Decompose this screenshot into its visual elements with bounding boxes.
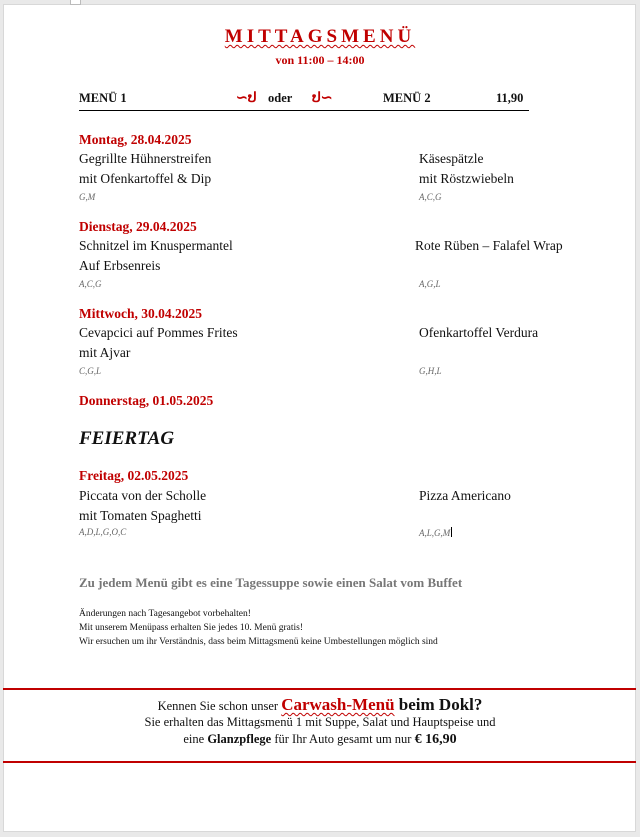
note-changes: Änderungen nach Tagesangebot vorbehalten!: [79, 609, 251, 619]
monday-menu2-line2: mit Röstzwiebeln: [419, 171, 514, 186]
promo-carwash: Carwash-Menü: [281, 695, 395, 714]
day-monday-date: Montag, 28.04.2025: [79, 132, 192, 147]
tuesday-menu2-allergens: A,G,L: [419, 279, 441, 289]
friday-menu2-allergens: [419, 527, 452, 538]
holiday-label: FEIERTAG: [79, 428, 175, 449]
wednesday-menu1-line1: Cevapcici auf Pommes Frites: [79, 325, 238, 340]
tuesday-menu1-allergens: A,C,G: [79, 279, 102, 289]
friday-menu1-line2: mit Tomaten Spaghetti: [79, 508, 202, 523]
note-menupass: Mit unserem Menüpass erhalten Sie jedes 10. Menü gratis!: [79, 623, 303, 633]
day-friday-date: Freitag, 02.05.2025: [79, 468, 189, 483]
tuesday-menu1-line1: Schnitzel im Knuspermantel: [79, 238, 233, 253]
menu2-label: MENÜ 2: [383, 91, 431, 105]
monday-menu1-allergens: G,M: [79, 192, 96, 202]
wednesday-menu1-line2: mit Ajvar: [79, 345, 131, 360]
promo-line2: Sie erhalten das Mittagsmenü 1 mit Suppe, Salat und Hauptspeise und: [144, 715, 496, 729]
friday-menu1-allergens: A,D,L,G,O,C: [79, 527, 127, 537]
promo-glanzpflege: Glanzpflege: [207, 732, 272, 746]
promo-beim-dokl: beim Dokl?: [394, 695, 483, 714]
tuesday-menu1-line2: Auf Erbsenreis: [79, 258, 161, 273]
promo-line3: [0, 732, 640, 748]
friday-menu1-line1: Piccata von der Scholle: [79, 488, 207, 503]
ornament-right-icon: ປ∽: [312, 91, 333, 106]
wednesday-menu2-line1: Ofenkartoffel Verdura: [419, 325, 539, 340]
monday-menu1-line2: mit Ofenkartoffel & Dip: [79, 171, 212, 186]
menu-time: von 11:00 – 14:00: [275, 53, 365, 67]
promo-bottom-rule: [3, 761, 636, 763]
promo-headline: [0, 695, 640, 715]
oder-label: oder: [268, 91, 293, 105]
wednesday-menu2-allergens: G,H,L: [419, 366, 442, 376]
menu-price: 11,90: [496, 91, 524, 105]
promo-line3-a: eine: [183, 732, 208, 746]
promo-price: € 16,90: [414, 732, 457, 747]
friday-menu2-line1: Pizza Americano: [419, 488, 511, 503]
tuesday-menu2-line1: Rote Rüben – Falafel Wrap: [415, 238, 563, 253]
text-cursor: [451, 527, 452, 537]
monday-menu2-line1: Käsespätzle: [419, 151, 484, 166]
promo-top-rule: [3, 688, 636, 690]
day-thursday-date: Donnerstag, 01.05.2025: [79, 393, 214, 408]
day-tuesday-date: Dienstag, 29.04.2025: [79, 219, 197, 234]
menu1-label: MENÜ 1: [79, 91, 127, 105]
ornament-left-icon: ∽ປ: [236, 91, 257, 106]
monday-menu2-allergens: A,C,G: [419, 192, 442, 202]
menu-title: MITTAGSMENÜ: [224, 26, 416, 47]
soup-salad-note: Zu jedem Menü gibt es eine Tagessuppe sowie einen Salat vom Buffet: [79, 575, 463, 590]
wednesday-menu1-allergens: C,G,L: [79, 366, 102, 376]
promo-line3-b: für Ihr Auto gesamt um nur: [271, 732, 415, 746]
promo-intro: Kennen Sie schon unser: [157, 699, 282, 713]
day-wednesday-date: Mittwoch, 30.04.2025: [79, 306, 202, 321]
friday-menu2-allergens-text: A,L,G,M: [419, 528, 451, 538]
monday-menu1-line1: Gegrillte Hühnerstreifen: [79, 151, 212, 166]
header-rule: [79, 110, 529, 111]
page-corner-marker: [70, 0, 81, 5]
note-no-rebooking: Wir ersuchen um ihr Verständnis, dass beim Mittagsmenü keine Umbestellungen möglich sind: [79, 637, 438, 647]
